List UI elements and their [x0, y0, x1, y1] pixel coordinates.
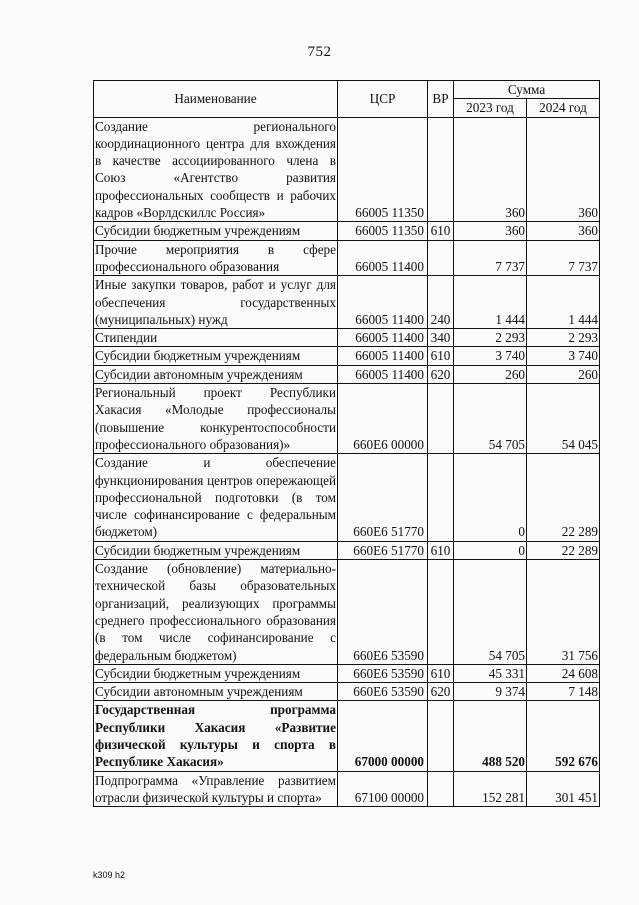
row-sum-2023: 1 444 — [454, 276, 527, 329]
table-body — [94, 117, 600, 807]
header-vr: ВР — [428, 81, 454, 118]
header-year-2024: 2024 год — [527, 99, 600, 117]
row-vr: 620 — [428, 365, 454, 383]
row-vr — [428, 701, 454, 771]
row-sum-2023: 45 331 — [454, 664, 527, 682]
footer-code: k309 h2 — [93, 870, 126, 880]
row-csr: 660Е6 51770 — [338, 454, 428, 541]
row-sum-2023: 0 — [454, 454, 527, 541]
table-row — [94, 560, 600, 665]
row-sum-2023: 260 — [454, 365, 527, 383]
table-row — [94, 541, 600, 559]
row-name: Субсидии автономным учреждениям — [94, 683, 338, 701]
row-name: Создание (обновление) материально-технической базы образовательных организаций, реализующих программы среднего профессионального образования (в том числе софинансирование с федеральным бюджетом) — [95, 561, 336, 663]
row-sum-2024: 2 293 — [527, 329, 600, 347]
row-name: Субсидии бюджетным учреждениям — [94, 541, 338, 559]
row-sum-2024: 54 045 — [527, 384, 600, 454]
row-csr: 66005 11400 — [338, 329, 428, 347]
row-csr: 660Е6 51770 — [338, 541, 428, 559]
table-row — [94, 454, 600, 541]
row-csr: 66005 11400 — [338, 347, 428, 365]
row-sum-2024: 7 148 — [527, 683, 600, 701]
row-name: Подпрограмма «Управление развитием отрасли физической культуры и спорта» — [95, 772, 336, 805]
row-vr: 610 — [428, 664, 454, 682]
row-vr: 620 — [428, 683, 454, 701]
row-name: Прочие мероприятия в сфере профессионального образования — [95, 241, 336, 274]
row-vr: 240 — [428, 276, 454, 329]
row-vr — [428, 771, 454, 807]
header-year-2023: 2023 год — [454, 99, 527, 117]
row-name: Иные закупки товаров, работ и услуг для обеспечения государственных (муниципальных) нужд — [95, 277, 336, 327]
row-vr — [428, 384, 454, 454]
table-row — [94, 771, 600, 807]
table-row — [94, 276, 600, 329]
row-csr: 67100 00000 — [338, 771, 428, 807]
table-row — [94, 664, 600, 682]
row-vr — [428, 240, 454, 276]
row-sum-2024: 360 — [527, 222, 600, 240]
row-sum-2023: 7 737 — [454, 240, 527, 276]
header-csr: ЦСР — [338, 81, 428, 118]
row-sum-2024: 3 740 — [527, 347, 600, 365]
row-name: Создание и обеспечение функционирования центров опережающей профессиональной подготовки (в том числе софинансирование с федеральным бюджетом) — [95, 455, 336, 540]
row-name: Государственная программа Республики Хакасия «Развитие физической культуры и спорта в Республике Хакасия» — [95, 702, 336, 770]
row-name: Создание регионального координационного центра для вхождения в качестве ассоциированного члена в Союз «Агентство развития профессиональных сообществ и рабочих кадров «Ворлдскиллс Россия» — [95, 118, 336, 221]
row-csr: 660Е6 53590 — [338, 664, 428, 682]
row-csr: 66005 11400 — [338, 276, 428, 329]
row-csr: 660Е6 00000 — [338, 384, 428, 454]
row-sum-2024: 1 444 — [527, 276, 600, 329]
row-sum-2024: 7 737 — [527, 240, 600, 276]
row-sum-2024: 22 289 — [527, 454, 600, 541]
row-vr: 610 — [428, 541, 454, 559]
table-row — [94, 365, 600, 383]
row-csr: 660Е6 53590 — [338, 560, 428, 665]
table-row — [94, 384, 600, 454]
header-sum: Сумма — [454, 81, 600, 99]
row-name: Субсидии бюджетным учреждениям — [94, 664, 338, 682]
budget-table — [93, 80, 600, 807]
row-vr: 610 — [428, 222, 454, 240]
row-sum-2023: 0 — [454, 541, 527, 559]
row-sum-2024: 301 451 — [527, 771, 600, 807]
row-sum-2023: 54 705 — [454, 560, 527, 665]
row-sum-2023: 3 740 — [454, 347, 527, 365]
row-vr — [428, 560, 454, 665]
row-csr: 67000 00000 — [338, 701, 428, 771]
row-name: Субсидии бюджетным учреждениям — [94, 347, 338, 365]
row-sum-2024: 360 — [527, 117, 600, 222]
row-csr: 66005 11350 — [338, 117, 428, 222]
row-name: Стипендии — [94, 329, 338, 347]
row-vr — [428, 117, 454, 222]
table-row — [94, 240, 600, 276]
row-sum-2023: 360 — [454, 117, 527, 222]
row-sum-2024: 31 756 — [527, 560, 600, 665]
table-row — [94, 117, 600, 222]
row-sum-2023: 54 705 — [454, 384, 527, 454]
row-vr: 610 — [428, 347, 454, 365]
row-name: Субсидии бюджетным учреждениям — [94, 222, 338, 240]
row-sum-2024: 22 289 — [527, 541, 600, 559]
row-csr: 66005 11350 — [338, 222, 428, 240]
row-sum-2024: 24 608 — [527, 664, 600, 682]
row-vr — [428, 454, 454, 541]
row-csr: 66005 11400 — [338, 365, 428, 383]
row-csr: 66005 11400 — [338, 240, 428, 276]
row-sum-2023: 488 520 — [454, 701, 527, 771]
header-name: Наименование — [94, 81, 338, 118]
table-row — [94, 329, 600, 347]
row-name: Субсидии автономным учреждениям — [94, 365, 338, 383]
row-vr: 340 — [428, 329, 454, 347]
row-sum-2024: 260 — [527, 365, 600, 383]
table-row — [94, 222, 600, 240]
table-row — [94, 683, 600, 701]
row-sum-2023: 360 — [454, 222, 527, 240]
table-row — [94, 347, 600, 365]
row-name: Региональный проект Республики Хакасия «Молодые профессионалы (повышение конкурентоспособности профессионального образования)» — [95, 385, 336, 452]
row-sum-2023: 2 293 — [454, 329, 527, 347]
table-row — [94, 701, 600, 771]
page-number: 752 — [307, 44, 332, 60]
row-sum-2023: 9 374 — [454, 683, 527, 701]
row-sum-2024: 592 676 — [527, 701, 600, 771]
row-sum-2023: 152 281 — [454, 771, 527, 807]
row-csr: 660Е6 53590 — [338, 683, 428, 701]
